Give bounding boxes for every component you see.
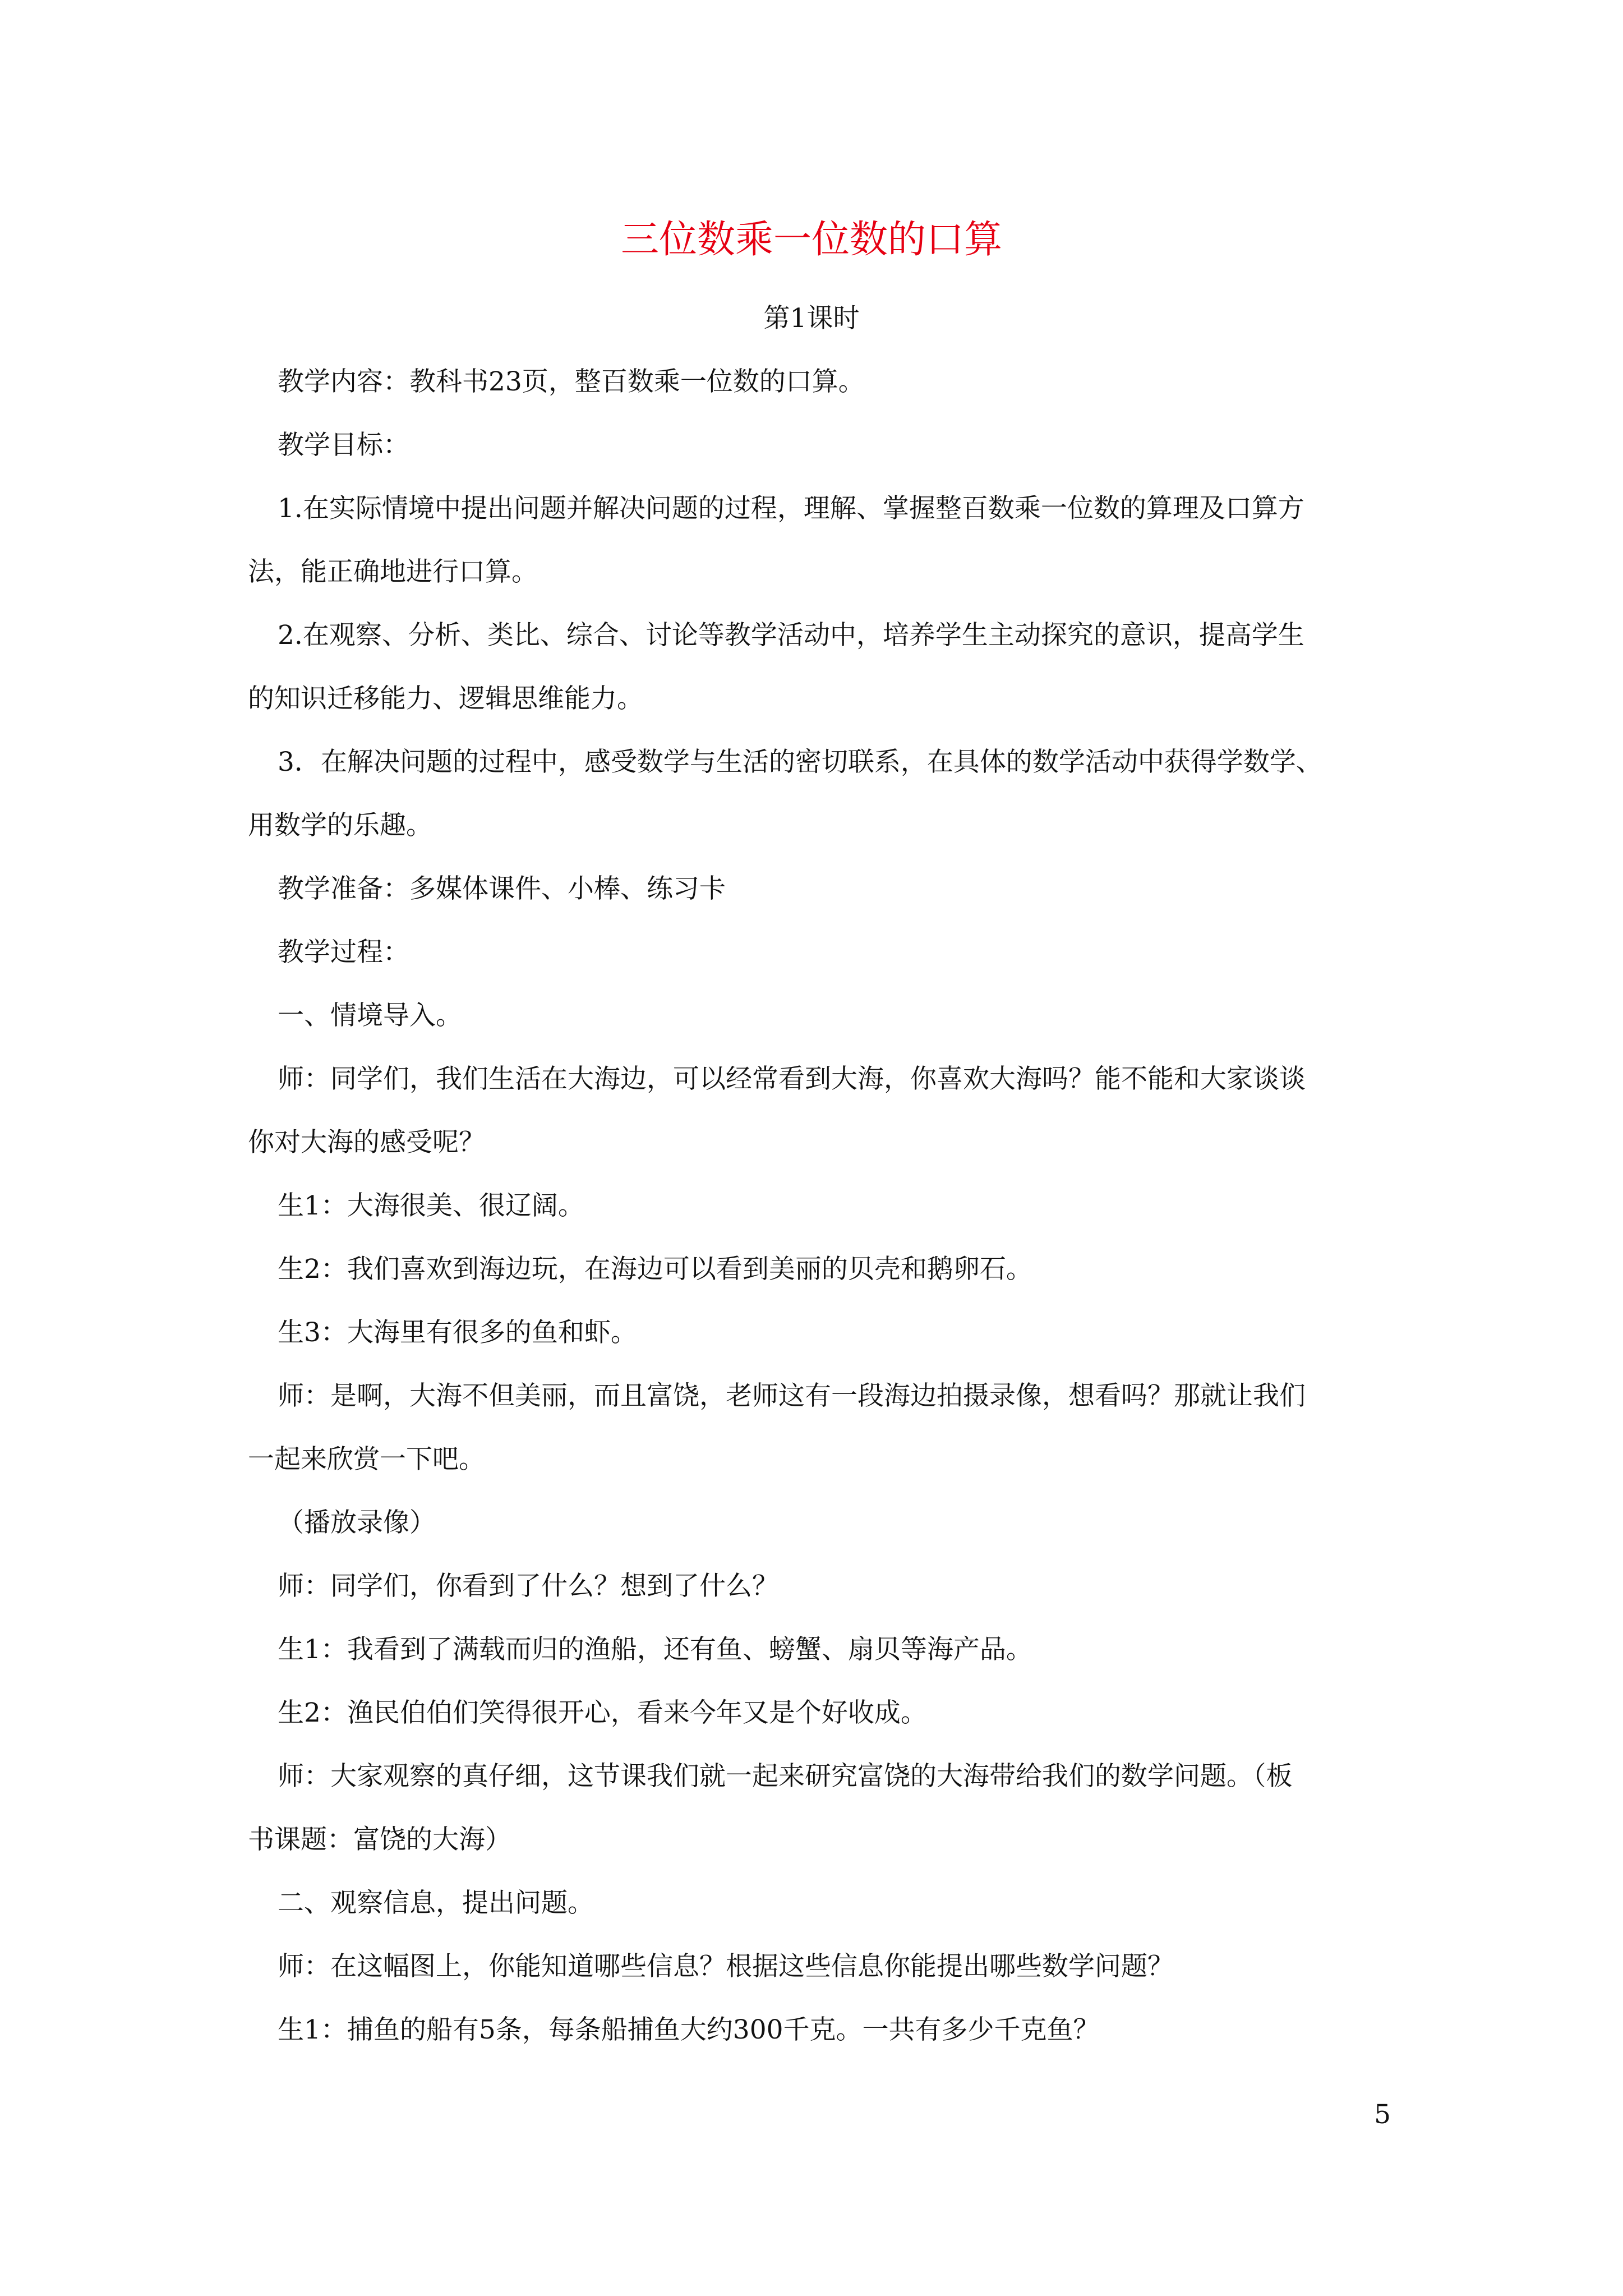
body-paragraph bbox=[248, 477, 1393, 604]
paragraph-line: 二、观察信息，提出问题。 bbox=[278, 1888, 594, 1918]
page-title: 三位数乘一位数的口算 bbox=[620, 218, 1002, 262]
body-paragraph bbox=[248, 1554, 1393, 1618]
paragraph-line: 生2：我们喜欢到海边玩，在海边可以看到美丽的贝壳和鹅卵石。 bbox=[278, 1254, 1032, 1285]
paragraph-line: 教学目标： bbox=[278, 430, 409, 461]
body-paragraph bbox=[248, 921, 1393, 984]
page-number: 5 bbox=[1374, 2099, 1391, 2130]
body-paragraph bbox=[248, 1364, 1393, 1491]
paragraph-line: 生1：大海很美、很辽阔。 bbox=[278, 1190, 584, 1221]
paragraph-line: 师：同学们，你看到了什么？想到了什么？ bbox=[278, 1571, 778, 1602]
body-paragraph bbox=[248, 1998, 1393, 2062]
paragraph-line: 教学准备：多媒体课件、小棒、练习卡 bbox=[278, 873, 726, 904]
body-paragraph bbox=[248, 1618, 1393, 1681]
body-paragraph bbox=[248, 413, 1393, 477]
paragraph-line: 师：在这幅图上，你能知道哪些信息？根据这些信息你能提出哪些数学问题？ bbox=[278, 1951, 1174, 1982]
paragraph-line: 一、情境导入。 bbox=[278, 1000, 462, 1031]
document-body bbox=[248, 350, 1393, 2062]
body-paragraph bbox=[248, 1871, 1393, 1935]
body-paragraph bbox=[248, 1237, 1393, 1301]
paragraph-line: 你对大海的感受呢？ bbox=[248, 1127, 485, 1158]
lesson-subtitle: 第1课时 bbox=[763, 303, 860, 334]
body-paragraph bbox=[248, 857, 1393, 921]
body-paragraph bbox=[248, 1047, 1393, 1174]
body-paragraph bbox=[248, 350, 1393, 413]
paragraph-line: 教学过程： bbox=[278, 937, 409, 968]
body-paragraph bbox=[248, 1491, 1393, 1554]
paragraph-line: 生2：渔民伯伯们笑得很开心，看来今年又是个好收成。 bbox=[278, 1697, 927, 1728]
paragraph-line: 一起来欣赏一下吧。 bbox=[248, 1444, 485, 1475]
paragraph-line: 2.在观察、分析、类比、综合、讨论等教学活动中，培养学生主动探究的意识，提高学生 bbox=[278, 620, 1304, 651]
body-paragraph bbox=[248, 1681, 1393, 1745]
paragraph-line: 书课题：富饶的大海） bbox=[248, 1824, 511, 1855]
paragraph-line: 生1：捕鱼的船有5条，每条船捕鱼大约300千克。一共有多少千克鱼？ bbox=[278, 2014, 1100, 2045]
paragraph-line: 师：是啊，大海不但美丽，而且富饶，老师这有一段海边拍摄录像，想看吗？那就让我们 bbox=[278, 1381, 1306, 1411]
paragraph-line: 教学内容：教科书23页，整百数乘一位数的口算。 bbox=[278, 366, 865, 397]
paragraph-line: 生1：我看到了满载而归的渔船，还有鱼、螃蟹、扇贝等海产品。 bbox=[278, 1634, 1032, 1665]
body-paragraph bbox=[248, 1745, 1393, 1871]
paragraph-line: 3．在解决问题的过程中，感受数学与生活的密切联系，在具体的数学活动中获得学数学、 bbox=[278, 747, 1322, 777]
paragraph-line: 1.在实际情境中提出问题并解决问题的过程，理解、掌握整百数乘一位数的算理及口算方 bbox=[278, 493, 1304, 524]
paragraph-line: 生3：大海里有很多的鱼和虾。 bbox=[278, 1317, 637, 1348]
body-paragraph bbox=[248, 1935, 1393, 1998]
body-paragraph bbox=[248, 984, 1393, 1047]
paragraph-line: 用数学的乐趣。 bbox=[248, 810, 432, 841]
paragraph-line: 师：大家观察的真仔细，这节课我们就一起来研究富饶的大海带给我们的数学问题。（板 bbox=[278, 1761, 1293, 1792]
body-paragraph bbox=[248, 1174, 1393, 1237]
body-paragraph bbox=[248, 730, 1393, 857]
paragraph-line: 师：同学们，我们生活在大海边，可以经常看到大海，你喜欢大海吗？能不能和大家谈谈 bbox=[278, 1064, 1306, 1094]
body-paragraph bbox=[248, 604, 1393, 730]
paragraph-line: 的知识迁移能力、逻辑思维能力。 bbox=[248, 683, 643, 714]
paragraph-line: 法，能正确地进行口算。 bbox=[248, 556, 538, 587]
paragraph-line: （播放录像） bbox=[278, 1507, 436, 1538]
body-paragraph bbox=[248, 1301, 1393, 1364]
